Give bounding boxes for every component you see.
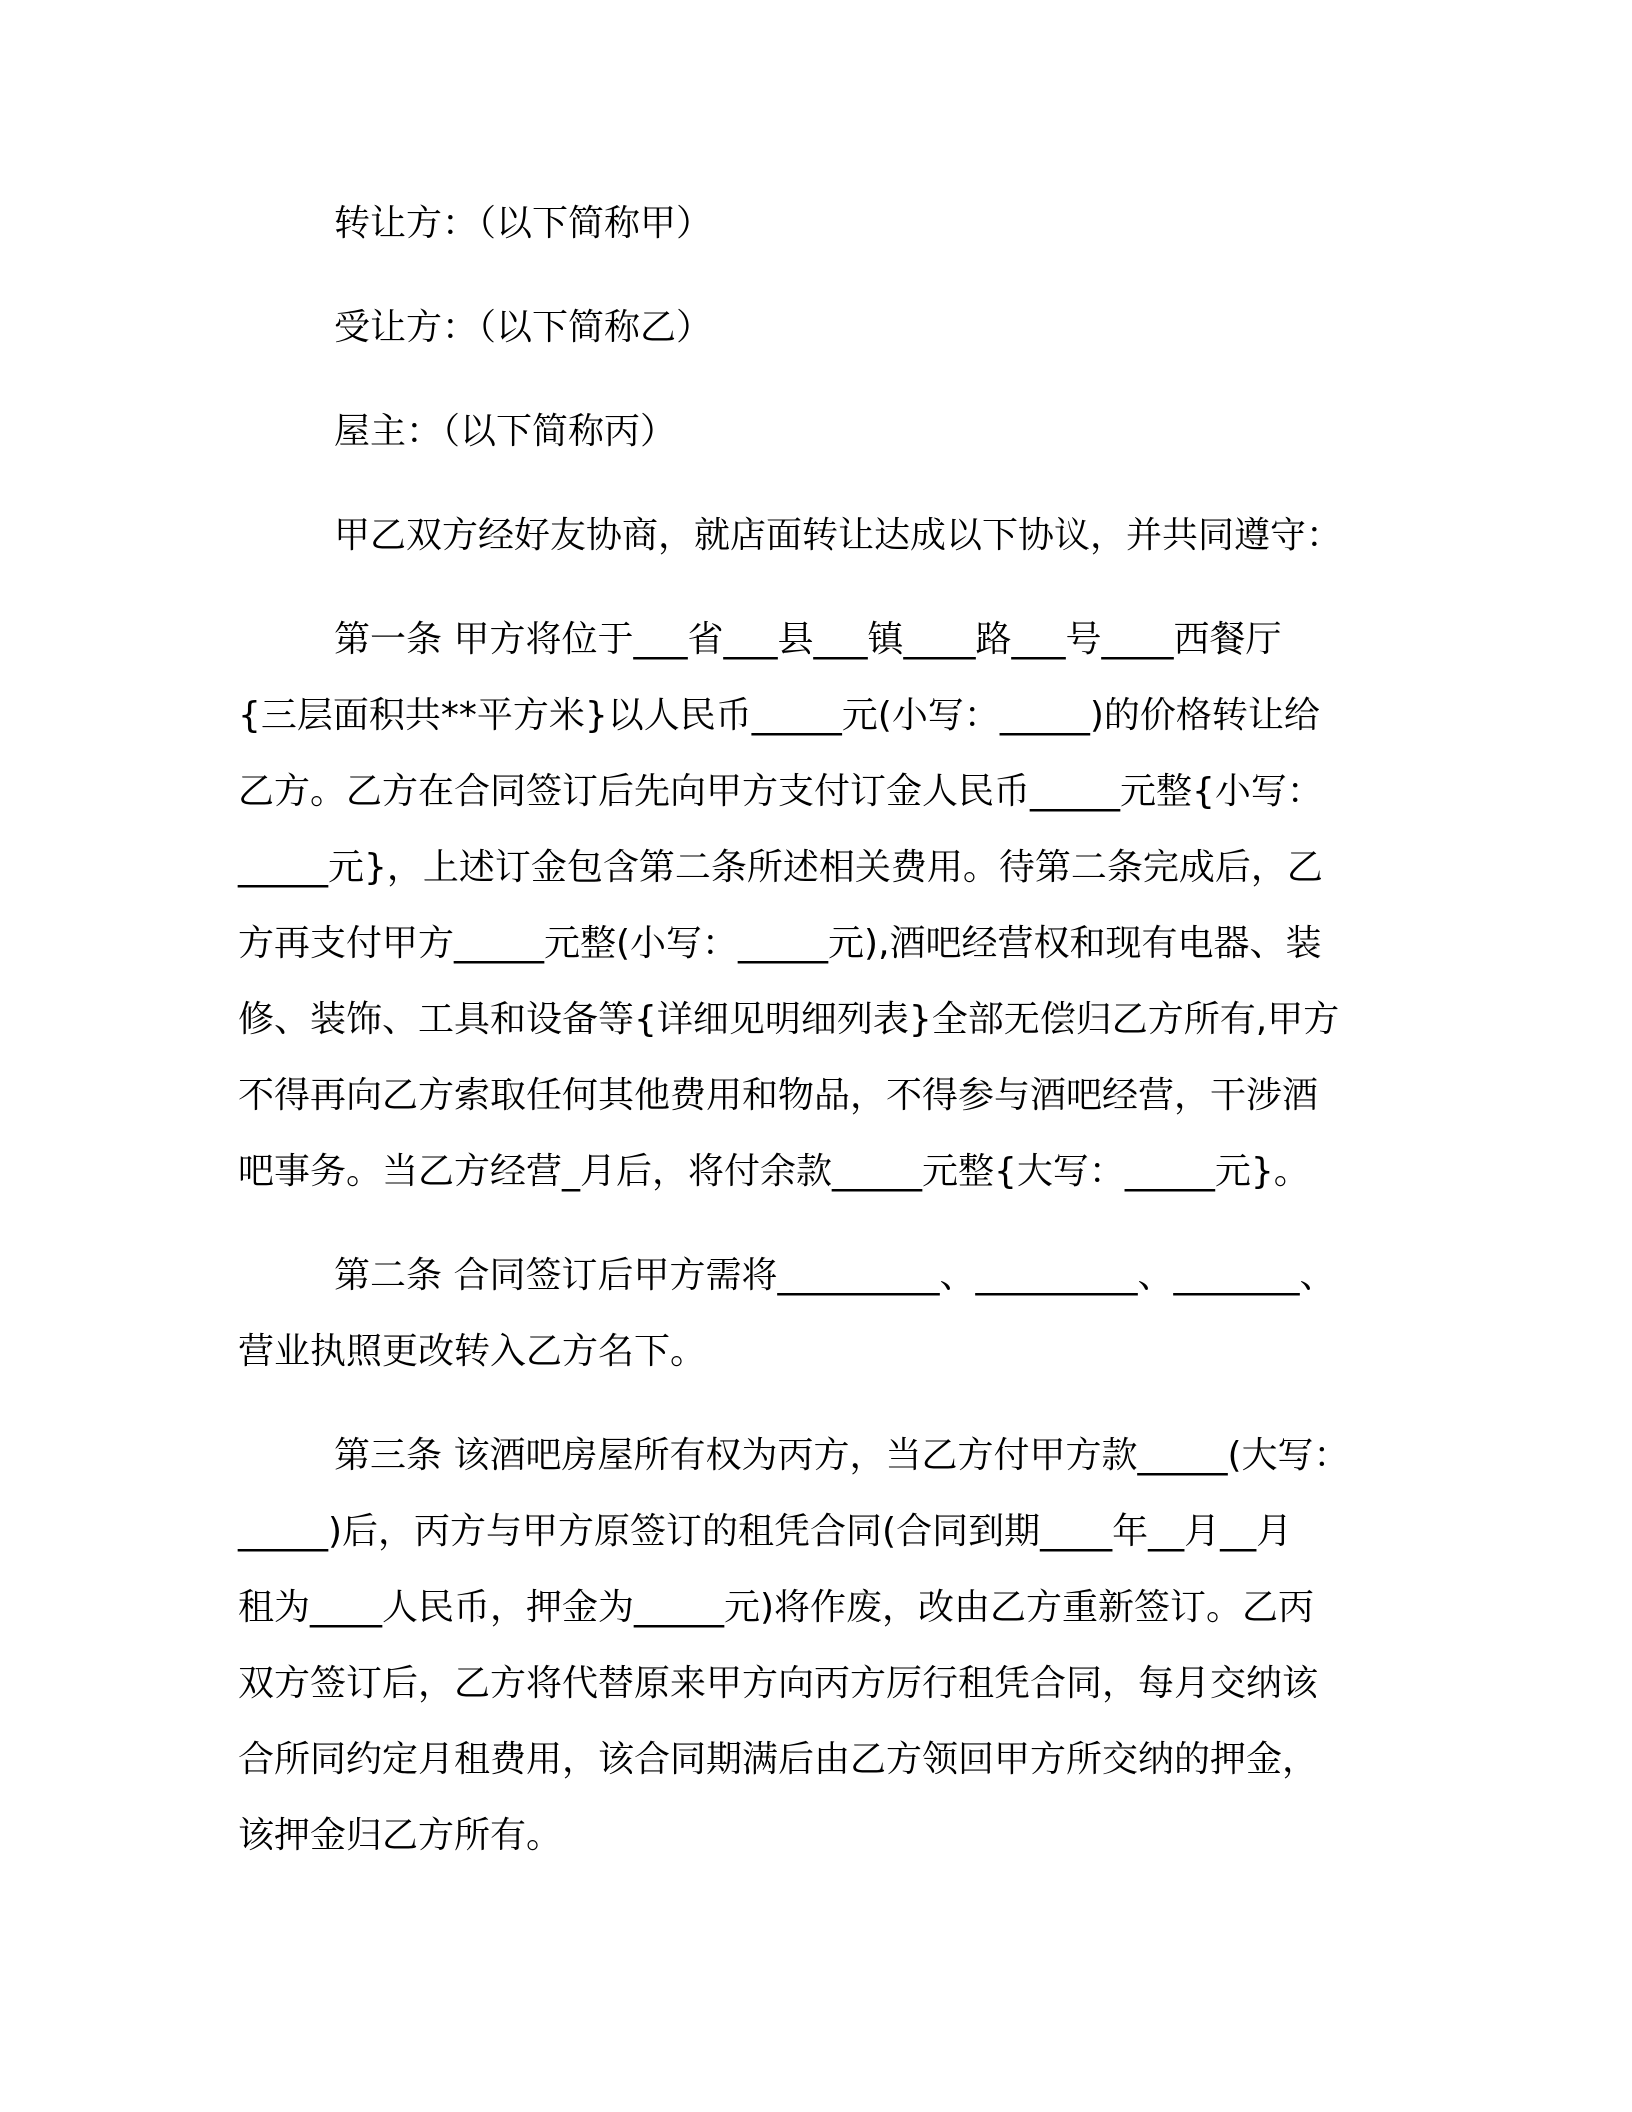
article-3-line: _____)后，丙方与甲方原签订的租凭合同(合同到期____年__月__月 [238,1511,1293,1552]
article-2 [238,1238,1378,1390]
article-1-line: _____元}，上述订金包含第二条所述相关费用。待第二条完成后，乙 [238,847,1323,888]
article-1-line: 第一条 甲方将位于___省___县___镇____路___号____西餐厅 [334,619,1282,660]
article-1-line: 乙方。乙方在合同签订后先向甲方支付订金人民币_____元整{小写： [238,771,1323,812]
article-3-line: 合所同约定月租费用，该合同期满后由乙方领回甲方所交纳的押金， [238,1739,1319,1780]
article-1-line: 吧事务。当乙方经营_月后，将付余款_____元整{大写：_____元}。 [238,1151,1310,1192]
article-3-line: 该押金归乙方所有。 [238,1815,563,1856]
article-1-line: 方再支付甲方_____元整(小写：_____元),酒吧经营权和现有电器、装 [238,923,1322,964]
article-3 [238,1418,1378,1874]
article-3-line: 租为____人民币，押金为_____元)将作废，改由乙方重新签订。乙丙 [238,1587,1315,1628]
contract-body [238,186,1378,1874]
party-transferee: 受让方：（以下简称乙） [334,307,713,348]
article-3-line: 双方签订后，乙方将代替原来甲方向丙方厉行租凭合同，每月交纳该 [238,1663,1319,1704]
party-transferor: 转让方：（以下简称甲） [334,203,713,244]
preamble: 甲乙双方经好友协商，就店面转让达成以下协议，并共同遵守： [334,515,1343,556]
article-1-line: 不得再向乙方索取任何其他费用和物品，不得参与酒吧经营，干涉酒 [238,1075,1319,1116]
article-1 [238,602,1378,1210]
party-landlord: 屋主：（以下简称丙） [334,411,677,452]
article-3-line: 第三条 该酒吧房屋所有权为丙方，当乙方付甲方款_____(大写： [334,1435,1350,1476]
article-2-line: 营业执照更改转入乙方名下。 [238,1331,707,1372]
article-2-line: 第二条 合同签订后甲方需将_________、_________、_______、 [334,1255,1336,1296]
article-1-line: {三层面积共**平方米}以人民币_____元(小写：_____)的价格转让给 [238,695,1320,736]
article-1-line: 修、装饰、工具和设备等{详细见明细列表}全部无偿归乙方所有,甲方 [238,999,1340,1040]
